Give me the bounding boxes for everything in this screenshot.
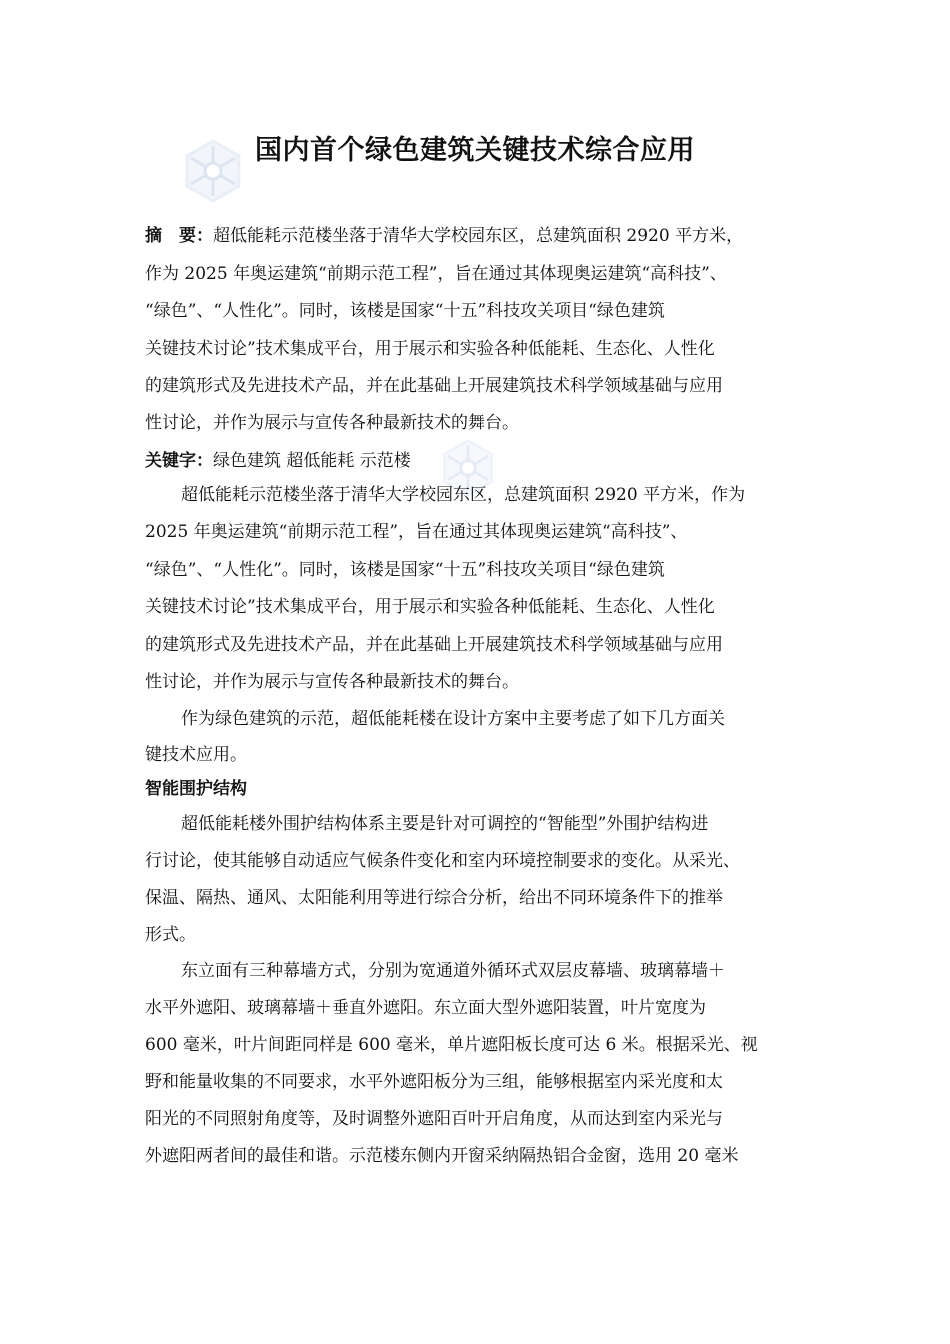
paragraph-line: 键技术应用。 [145, 745, 247, 765]
abstract-line: 的建筑形式及先进技术产品，并在此基础上开展建筑技术科学领域基础与应用 [145, 376, 723, 396]
paragraph-line: 600 毫米，叶片间距同样是 600 毫米，单片遮阳板长度可达 6 米。根据采光、视 [145, 1035, 758, 1055]
paragraph-line: 野和能量收集的不同要求，水平外遮阳板分为三组，能够根据室内采光度和太 [145, 1072, 723, 1092]
paragraph-line: 超低能耗示范楼坐落于清华大学校园东区，总建筑面积 2920 平方米，作为 [181, 485, 746, 505]
abstract-line: 作为 2025 年奥运建筑“前期示范工程”，旨在通过其体现奥运建筑“高科技”、 [145, 264, 727, 284]
paragraph-line: 关键技术讨论”技术集成平台，用于展示和实验各种低能耗、生态化、人性化 [145, 597, 715, 617]
paragraph-line: 2025 年奥运建筑“前期示范工程”，旨在通过其体现奥运建筑“高科技”、 [145, 522, 688, 542]
document-title: 国内首个绿色建筑关键技术综合应用 [255, 135, 695, 166]
paragraph-line: 东立面有三种幕墙方式，分别为宽通道外循环式双层皮幕墙、玻璃幕墙＋ [181, 961, 725, 981]
abstract-line: 关键技术讨论”技术集成平台，用于展示和实验各种低能耗、生态化、人性化 [145, 339, 715, 359]
paragraph-line: 超低能耗楼外围护结构体系主要是针对可调控的“智能型”外围护结构进 [181, 814, 709, 834]
paragraph-line: “绿色”、“人性化”。同时，该楼是国家“十五”科技攻关项目“绿色建筑 [145, 560, 665, 580]
paragraph-line: 外遮阳两者间的最佳和谐。示范楼东侧内开窗采纳隔热铝合金窗，选用 20 毫米 [145, 1146, 739, 1166]
keywords-label: 关键字： [145, 451, 213, 471]
paragraph-line: 性讨论，并作为展示与宣传各种最新技术的舞台。 [145, 672, 519, 692]
paragraph-line: 作为绿色建筑的示范，超低能耗楼在设计方案中主要考虑了如下几方面关 [181, 709, 725, 729]
paragraph-line: 保温、隔热、通风、太阳能利用等进行综合分析，给出不同环境条件下的推举 [145, 888, 723, 908]
abstract-text: 超低能耗示范楼坐落于清华大学校园东区，总建筑面积 2920 平方米， [213, 226, 744, 246]
paragraph-line: 行讨论，使其能够自动适应气候条件变化和室内环境控制要求的变化。从采光、 [145, 851, 740, 871]
paragraph-line: 形式。 [145, 925, 196, 945]
paragraph-line: 的建筑形式及先进技术产品，并在此基础上开展建筑技术科学领域基础与应用 [145, 635, 723, 655]
paragraph-line: 阳光的不同照射角度等，及时调整外遮阳百叶开启角度，从而达到室内采光与 [145, 1109, 723, 1129]
abstract-line: “绿色”、“人性化”。同时，该楼是国家“十五”科技攻关项目“绿色建筑 [145, 301, 665, 321]
keywords-line [145, 451, 411, 471]
abstract-line [145, 226, 743, 246]
paragraph-line: 水平外遮阳、玻璃幕墙＋垂直外遮阳。东立面大型外遮阳装置，叶片宽度为 [145, 998, 706, 1018]
abstract-label: 摘 要： [145, 226, 213, 246]
section-heading: 智能围护结构 [145, 779, 247, 799]
keywords-text: 绿色建筑 超低能耗 示范楼 [213, 451, 411, 471]
abstract-line: 性讨论，并作为展示与宣传各种最新技术的舞台。 [145, 413, 519, 433]
